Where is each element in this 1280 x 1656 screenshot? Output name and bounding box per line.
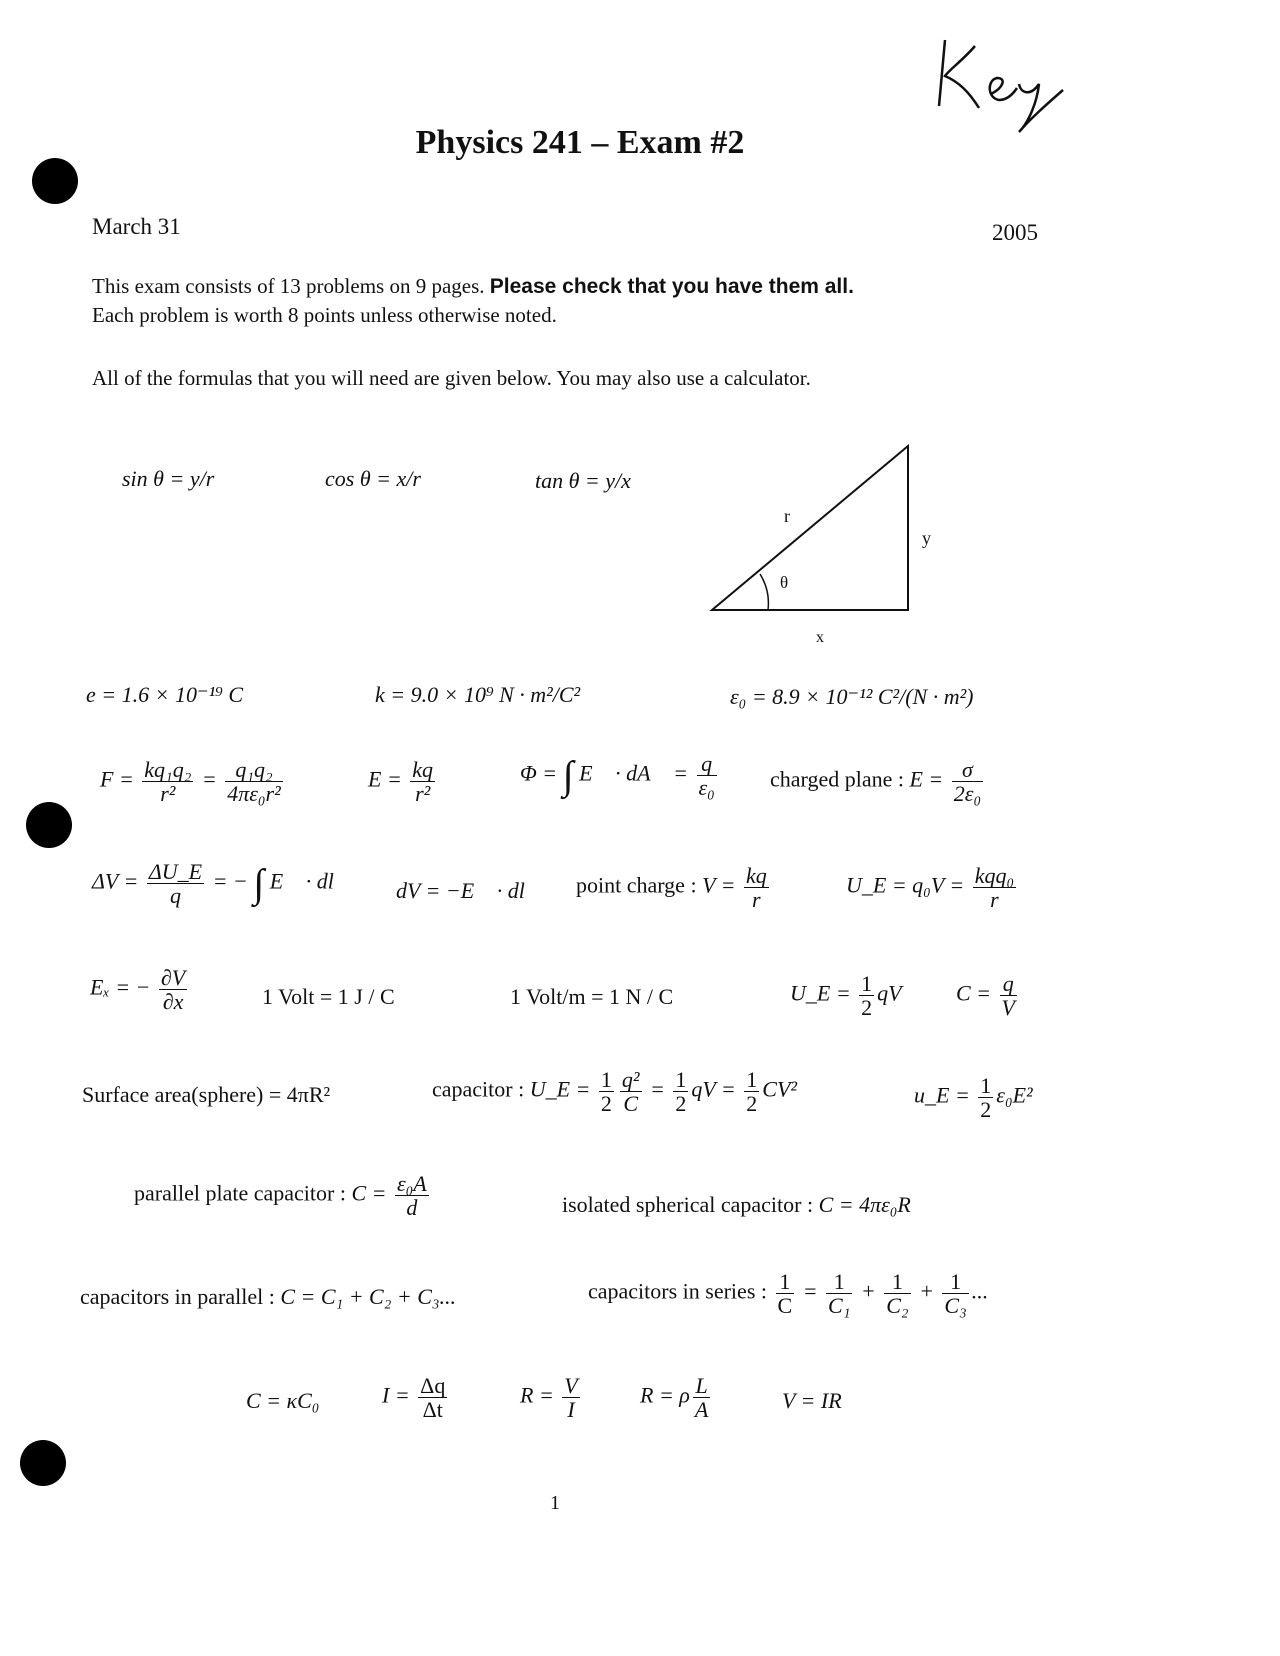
- intro-paragraph: [92, 272, 1052, 330]
- formula-sin: sin θ = y/r: [122, 466, 215, 491]
- formula-cos: cos θ = x/r: [325, 466, 421, 491]
- formula-sphere-area: Surface area(sphere) = 4πR²: [82, 1082, 331, 1107]
- triangle-label-y: y: [922, 528, 931, 548]
- triangle-label-r: r: [784, 506, 790, 526]
- formula-energy-density: u_E = $\frac{1}{2}$ ε₀E²: [914, 1073, 1033, 1123]
- formula-dielectric: C = κC₀: [246, 1388, 320, 1413]
- formula-charged-plane: charged plane : E = $\frac{\sigma}{\text{2ε₀}}$: [770, 757, 982, 807]
- unit-volt: 1 Volt = 1 J / C: [262, 984, 395, 1009]
- formula-tan: tan θ = y/x: [535, 468, 631, 493]
- right-triangle-diagram: [700, 436, 940, 656]
- formula-row-force: F = $\frac{\text{kq₁q₂}}{\text{r²}}$ = $\frac{\text{q₁q₂}}{\text{4πε₀r²}}$: [100, 757, 281, 807]
- intro-check-notice: Please check that you have them all.: [489, 275, 854, 298]
- formula-capacitors-series: capacitors in series : $\frac{1}{C}$ = $\frac{1}{\text{C₁}}$ + $\frac{1}{\text{C₂}}$ + $\frac{1}{\text{C₃}}$ ...: [588, 1269, 989, 1319]
- unit-volt-per-meter: 1 Volt/m = 1 N / C: [510, 984, 674, 1009]
- fraction-coulomb-2: $\frac{\text{q₁q₂}}{\text{4πε₀r²}}$: [227, 757, 281, 807]
- intro-sentence-2: Each problem is worth 8 points unless otherwise noted.: [92, 303, 557, 327]
- triangle-label-x: x: [816, 629, 824, 646]
- formula-resistivity: R = ρ $\frac{L}{A}$: [640, 1373, 709, 1423]
- formula-capacitance: C = $\frac{q}{V}$: [956, 971, 1015, 1021]
- fraction-coulomb-1: $\frac{\text{kq₁q₂}}{\text{r²}}$: [144, 757, 192, 807]
- formula-flux: Φ = ∫ E⃗ · dA⃗ = $\frac{q}{\text{ε₀}}$: [520, 751, 715, 801]
- formula-current: I = $\frac{\Delta q}{\Delta t}$: [382, 1373, 446, 1423]
- handwritten-key-mark: [935, 28, 1095, 138]
- formula-capacitors-parallel: capacitors in parallel : C = C₁ + C₂ + C₃...: [80, 1284, 457, 1309]
- constant-epsilon0: ε₀ = 8.9 × 10⁻¹² C²/(N · m²): [730, 684, 974, 709]
- punch-hole-middle: [26, 802, 72, 848]
- intro-sentence-1: This exam consists of 13 problems on 9 pages.: [92, 274, 485, 298]
- exam-title: Physics 241 – Exam #2: [415, 124, 745, 161]
- exam-year: 2005: [992, 220, 1038, 245]
- formula-potential-difference: ΔV = $\frac{\Delta U\_E}{q}$ = − ∫ E⃗ · dl⃗: [92, 859, 352, 909]
- formula-dV: dV = −E⃗ · dl⃗: [396, 878, 543, 903]
- formula-field: E = $\frac{kq}{\text{r²}}$: [368, 757, 434, 807]
- formula-capacitor-energy: capacitor : U_E = $\frac{1}{2}$ $\frac{\text{q²}}{C}$ = $\frac{1}{2}$ qV = $\frac{1}{2}$ CV²: [432, 1067, 797, 1117]
- punch-hole-top: [32, 158, 78, 204]
- formulas-note: All of the formulas that you will need are given below. You may also use a calculator.: [92, 366, 811, 390]
- constant-k: k = 9.0 × 10⁹ N · m²/C²: [375, 682, 581, 707]
- formula-ohm: V = IR: [782, 1388, 842, 1413]
- formula-spherical-capacitor: isolated spherical capacitor : C = 4πε₀R: [562, 1192, 911, 1217]
- formula-resistance: R = $\frac{V}{I}$: [520, 1373, 578, 1423]
- formula-ex: Eₓ = − $\frac{\partial V}{\partial x}$: [90, 965, 186, 1015]
- triangle-label-theta: θ: [780, 573, 789, 592]
- constant-e: e = 1.6 × 10⁻¹⁹ C: [86, 682, 243, 707]
- formula-potential-energy: U_E = q₀V = $\frac{\text{kqq₀}}{r}$: [846, 863, 1015, 913]
- svg-text:Key: Key: [935, 28, 937, 29]
- page-number: 1: [550, 1492, 560, 1514]
- punch-hole-bottom: [20, 1440, 66, 1486]
- exam-date: March 31: [92, 214, 181, 239]
- formula-ue-qv: U_E = $\frac{1}{2}$ qV: [790, 971, 902, 1021]
- formula-parallel-plate: parallel plate capacitor : C = $\frac{\text{ε₀A}}{d}$: [134, 1171, 427, 1221]
- formula-point-charge: point charge : V = $\frac{kq}{r}$: [576, 863, 767, 913]
